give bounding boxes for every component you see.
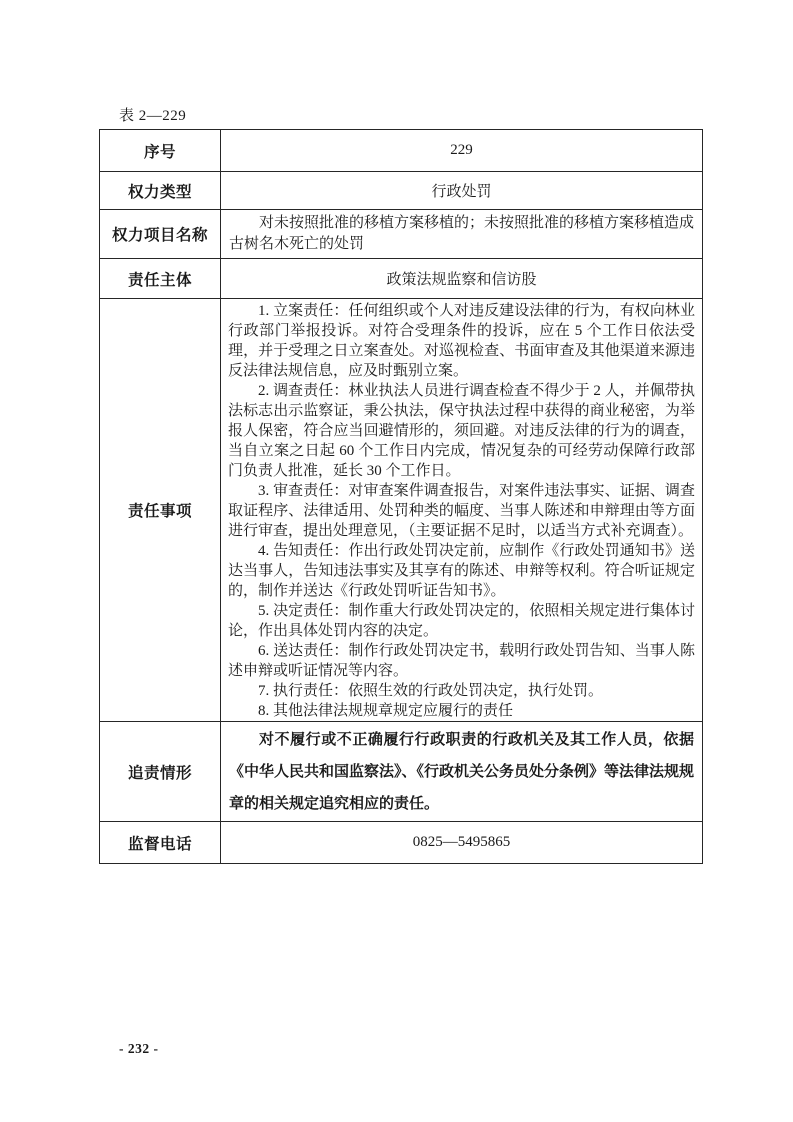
duty-item-1: 1. 立案责任：任何组织或个人对违反建设法律的行为，有权向林业行政部门举报投诉。对符合受理条件的投诉，应在 5 个工作日依法受理，并于受理之日立案查处。对巡视检查、书面审查及其他渠道来源违反法律法规信息，应及时甄别立案。: [228, 303, 695, 379]
row-value-supervision-phone: 0825—5495865: [221, 822, 703, 864]
row-value-duty-items: [221, 299, 703, 722]
row-value-accountability: [221, 722, 703, 822]
table-row-accountability: [100, 722, 703, 822]
duty-item-3: 3. 审查责任：对审查案件调查报告，对案件违法事实、证据、调查取证程序、法律适用、处罚种类的幅度、当事人陈述和申辩理由等方面进行审查，提出处理意见，（主要证据不足时，以适当方式补充调查）。: [228, 483, 695, 539]
table-row-power-item-name: [100, 210, 703, 259]
row-value-serial-number: 229: [221, 130, 703, 172]
table-row-power-type: [100, 172, 703, 210]
power-item-name-text: 对未按照批准的移植方案移植的；未按照批准的移植方案移植造成古树名木死亡的处罚: [229, 215, 695, 252]
table-caption: 表 2—229: [119, 108, 187, 124]
duty-item-7: 7. 执行责任：依照生效的行政处罚决定，执行处罚。: [258, 683, 604, 699]
table-row-responsible-body: [100, 259, 703, 299]
row-label-power-type: 权力类型: [100, 172, 221, 210]
power-duty-table: [99, 129, 703, 864]
accountability-text: 对不履行或不正确履行行政职责的行政机关及其工作人员，依据《中华人民共和国监察法》、《行政机关公务员处分条例》等法律法规规章的相关规定追究相应的责任。: [229, 731, 695, 812]
row-value-power-item-name: [221, 210, 703, 259]
row-label-power-item-name: 权力项目名称: [100, 210, 221, 259]
duty-item-8: 8. 其他法律法规规章规定应履行的责任: [258, 703, 514, 719]
row-label-supervision-phone: 监督电话: [100, 822, 221, 864]
duty-item-6: 6. 送达责任：制作行政处罚决定书，载明行政处罚告知、当事人陈述申辩或听证情况等内容。: [228, 643, 695, 679]
row-label-duty-items: 责任事项: [100, 299, 221, 722]
row-value-responsible-body: 政策法规监察和信访股: [221, 259, 703, 299]
row-label-responsible-body: 责任主体: [100, 259, 221, 299]
duty-item-5: 5. 决定责任：制作重大行政处罚决定的，依照相关规定进行集体讨论，作出具体处罚内容的决定。: [228, 603, 695, 639]
table-row-supervision-phone: [100, 822, 703, 864]
table-row-serial-number: [100, 130, 703, 172]
row-value-power-type: 行政处罚: [221, 172, 703, 210]
row-label-serial-number: 序号: [100, 130, 221, 172]
page-number: - 232 -: [119, 1041, 159, 1056]
row-label-accountability: 追责情形: [100, 722, 221, 822]
duty-item-4: 4. 告知责任：作出行政处罚决定前，应制作《行政处罚通知书》送达当事人，告知违法事实及其享有的陈述、申辩等权利。符合听证规定的，制作并送达《行政处罚听证告知书》。: [228, 543, 695, 599]
duty-item-2: 2. 调查责任：林业执法人员进行调查检查不得少于 2 人，并佩带执法标志出示监察证，秉公执法，保守执法过程中获得的商业秘密，为举报人保密，符合应当回避情形的，须回避。对违反法律的行为的调查，当自立案之日起 60 个工作日内完成，情况复杂的可经劳动保障行政部门负责人批准，延长 30 个工作日。: [228, 383, 695, 479]
table-row-duty-items: [100, 299, 703, 722]
